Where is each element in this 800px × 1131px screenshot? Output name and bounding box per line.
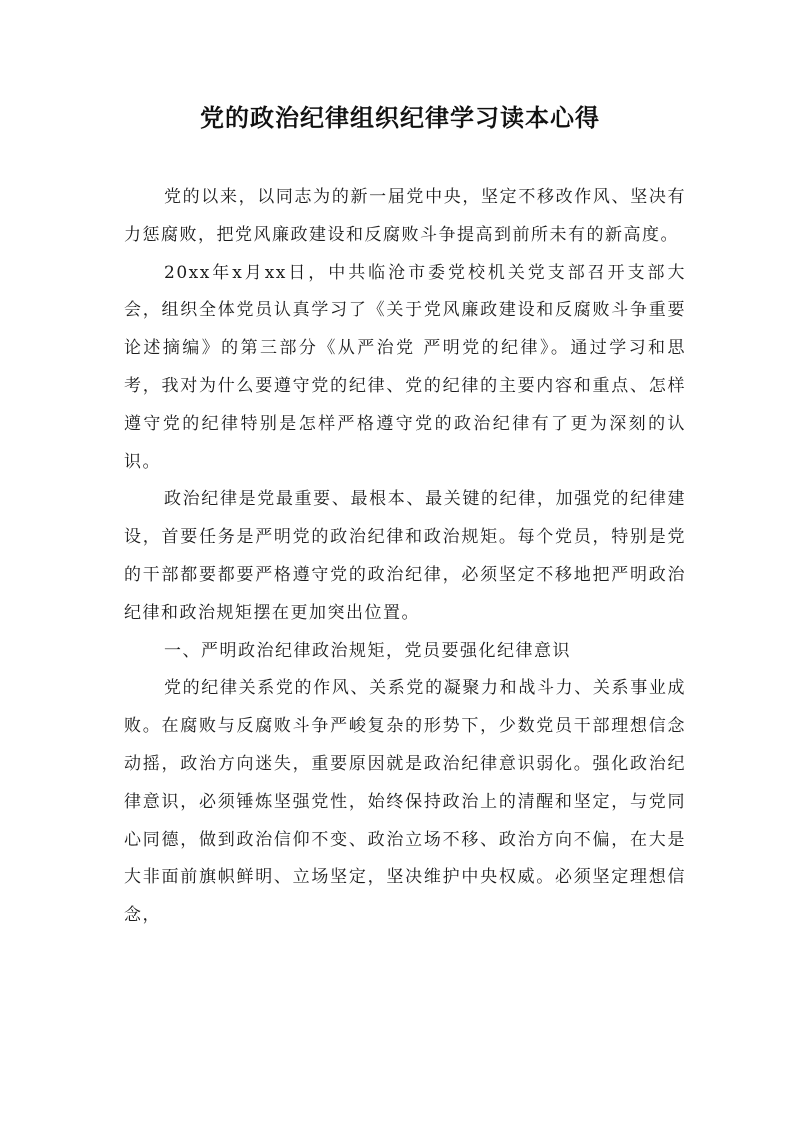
document-title: 党的政治纪律组织纪律学习读本心得 [200,104,600,132]
paragraph-political-discipline: 政治纪律是党最重要、最根本、最关键的纪律，加强党的纪律建设，首要任务是严明党的政治纪律和政治规矩。每个党员，特别是党的干部都要都要严格遵守党的政治纪律，必须坚定不移地把严明政治纪律和政治规矩摆在更加突出位置。 [124,489,686,623]
paragraph-section-1: 党的纪律关系党的作风、关系党的凝聚力和战斗力、关系事业成败。在腐败与反腐败斗争严峻复杂的形势下，少数党员干部理想信念动摇，政治方向迷失，重要原因就是政治纪律意识弱化。强化政治纪律意识，必须锤炼坚强党性，始终保持政治上的清醒和坚定，与党同心同德，做到政治信仰不变、政治立场不移、政治方向不偏，在大是大非面前旗帜鲜明、立场坚定，坚决维护中央权威。必须坚定理想信念， [124,678,686,926]
paragraph-intro: 党的以来，以同志为的新一届党中央，坚定不移改作风、坚决有力惩腐败，把党风廉政建设和反腐败斗争提高到前所未有的新高度。 [124,187,686,245]
document-body [124,179,686,935]
paragraph-meeting: 20xx年x月xx日，中共临沧市委党校机关党支部召开支部大会，组织全体党员认真学习了《关于党风廉政建设和反腐败斗争重要论述摘编》的第三部分《从严治党 严明党的纪律》。通过学习和思考，我对为什么要遵守党的纪律、党的纪律的主要内容和重点、怎样遵守党的纪律特别是怎样严格遵守党的政治纪律有了更为深刻的认识。 [124,262,686,472]
section-heading-1: 一、严明政治纪律政治规矩，党员要强化纪律意识 [164,640,571,661]
